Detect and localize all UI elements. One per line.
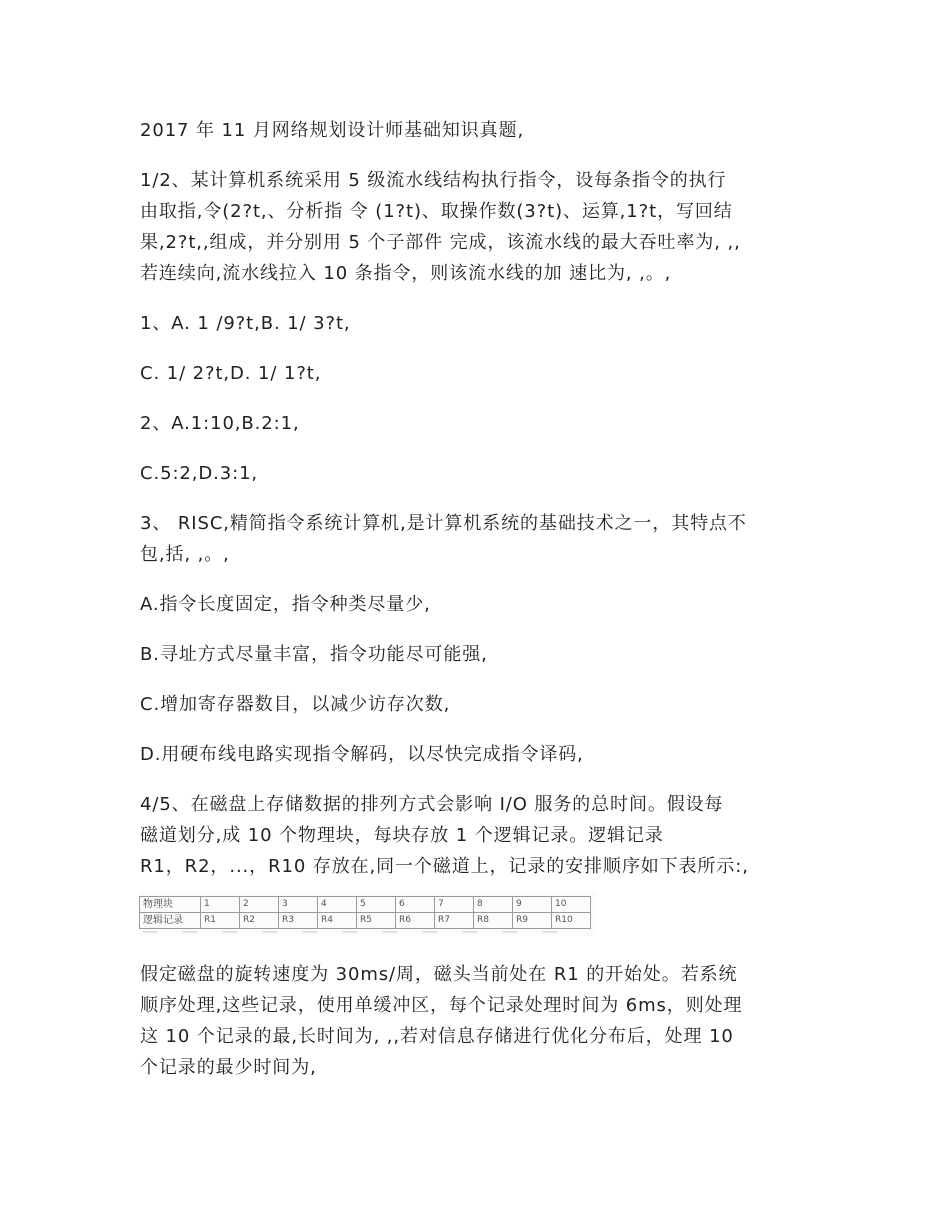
question-1-2-line: 若连续向,流水线拉入 10 条指令，则该流水线的加 速比为, ,。, — [140, 263, 672, 284]
table-cell: 5 — [357, 897, 396, 913]
table-cell: 2 — [240, 897, 279, 913]
question-1-2-line: 由取指,令(2?t,、分析指 令 (1?t)、取操作数(3?t)、运算,1?t，写回结 — [140, 201, 733, 222]
table-cell: 8 — [474, 897, 513, 913]
table-row — [140, 913, 591, 929]
question-3-option-d: D.用硬布线电路实现指令解码，以尽快完成指令译码, — [140, 744, 584, 765]
table-cell: R9 — [513, 913, 552, 929]
scan-artifact-line — [143, 931, 583, 933]
question-1-2-line: 果,2?t,,组成，并分别用 5 个子部件 完成，该流水线的最大吞吐率为, ,, — [140, 232, 741, 253]
table-cell: 4 — [318, 897, 357, 913]
table-row-header: 物理块 — [140, 897, 201, 913]
table-cell: 1 — [201, 897, 240, 913]
answer-1-options-ab: 1、A. 1 /9?t,B. 1/ 3?t, — [140, 313, 351, 334]
question-3-line: 3、 RISC,精简指令系统计算机,是计算机系统的基础技术之一，其特点不 — [140, 513, 747, 534]
question-3-option-c: C.增加寄存器数目，以减少访存次数, — [140, 694, 451, 715]
table-cell: 3 — [279, 897, 318, 913]
table-row — [140, 897, 591, 913]
answer-2-options-ab: 2、A.1:10,B.2:1, — [140, 413, 300, 434]
table-cell: 10 — [552, 897, 591, 913]
answer-1-options-cd: C. 1/ 2?t,D. 1/ 1?t, — [140, 363, 322, 384]
table-cell: R1 — [201, 913, 240, 929]
question-4-5-line: 4/5、在磁盘上存储数据的排列方式会影响 I/O 服务的总时间。假设每 — [140, 794, 724, 815]
question-3-option-a: A.指令长度固定，指令种类尽量少, — [140, 594, 431, 615]
table-cell: R4 — [318, 913, 357, 929]
question-3-option-b: B.寻址方式尽量丰富，指令功能尽可能强, — [140, 644, 488, 665]
disk-paragraph-line: 个记录的最少时间为, — [140, 1057, 317, 1078]
document-title: 2017 年 11 月网络规划设计师基础知识真题, — [140, 120, 525, 141]
table-cell: R10 — [552, 913, 591, 929]
table-cell: 9 — [513, 897, 552, 913]
question-4-5-line: 磁道划分,成 10 个物理块，每块存放 1 个逻辑记录。逻辑记录 — [140, 825, 664, 846]
disk-paragraph-line: 假定磁盘的旋转速度为 30ms/周，磁头当前处在 R1 的开始处。若系统 — [140, 964, 738, 985]
table-cell: R5 — [357, 913, 396, 929]
answer-2-options-cd: C.5:2,D.3:1, — [140, 463, 259, 484]
question-3-line: 包,括, ,。, — [140, 544, 230, 565]
table-row-header: 逻辑记录 — [140, 913, 201, 929]
table-cell: R8 — [474, 913, 513, 929]
block-record-table — [139, 896, 591, 929]
table-cell: 6 — [396, 897, 435, 913]
disk-paragraph-line: 顺序处理,这些记录，使用单缓冲区，每个记录处理时间为 6ms，则处理 — [140, 995, 743, 1016]
table-cell: R6 — [396, 913, 435, 929]
table-cell: R2 — [240, 913, 279, 929]
table-cell: 7 — [435, 897, 474, 913]
block-record-table-image — [139, 892, 597, 936]
question-4-5-line: R1，R2，...，R10 存放在,同一个磁道上，记录的安排顺序如下表所示:, — [140, 856, 749, 877]
table-cell: R3 — [279, 913, 318, 929]
question-1-2-line: 1/2、某计算机系统采用 5 级流水线结构执行指令，设每条指令的执行 — [140, 170, 727, 191]
disk-paragraph-line: 这 10 个记录的最,长时间为, ,,若对信息存储进行优化分布后，处理 10 — [140, 1026, 734, 1047]
table-cell: R7 — [435, 913, 474, 929]
